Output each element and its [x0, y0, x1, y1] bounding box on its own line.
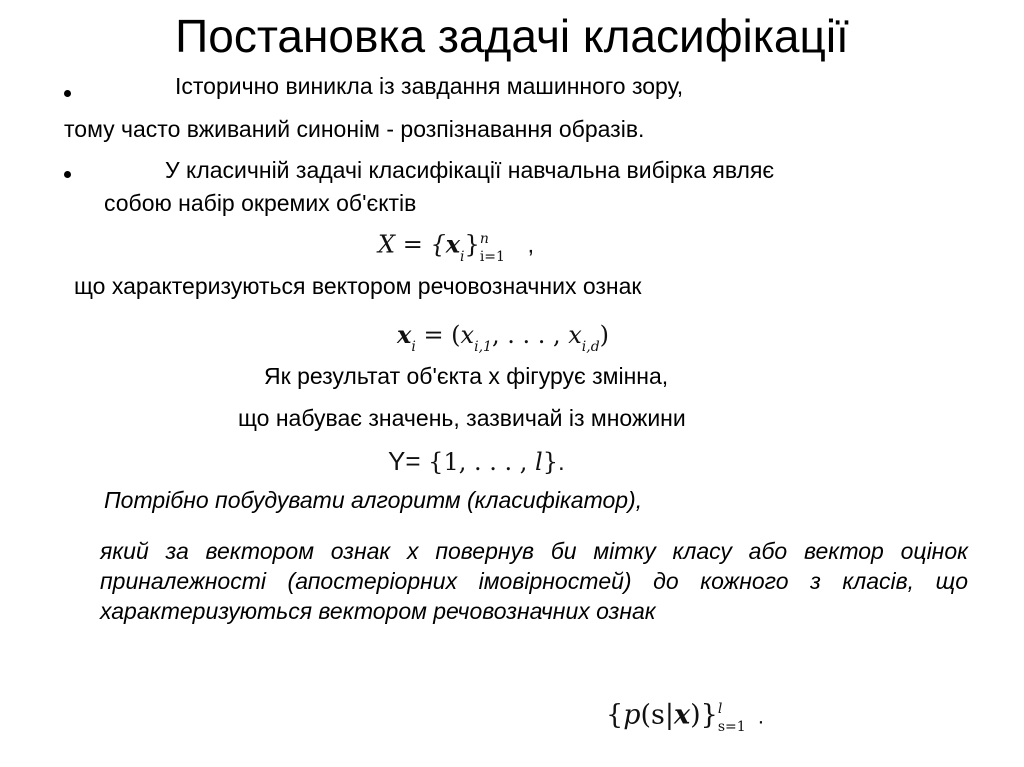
formula1-index: i	[460, 248, 465, 265]
formula3-set: {1, . . . ,	[428, 448, 535, 476]
formula4-close-paren: )	[690, 699, 701, 731]
formula2-eq: = (	[423, 321, 461, 349]
bullet-dot-2	[64, 171, 71, 178]
formula4-limits	[718, 698, 758, 734]
formula-feature-vector	[397, 320, 609, 354]
formula4-args: (s|	[640, 699, 674, 731]
formula3-l: l	[535, 448, 543, 476]
formula3-lhs: Y=	[388, 446, 421, 476]
formula4-dot: .	[757, 703, 764, 729]
formula1-comma: ,	[527, 231, 535, 259]
formula4-p: p	[623, 699, 641, 731]
bullet1-line2: тому часто вживаний синонім - розпізнавання образів.	[64, 116, 645, 142]
formula1-lhs: X = {	[378, 230, 446, 259]
formula2-xd-sub: i,d	[581, 339, 600, 355]
formula-posterior	[606, 698, 764, 734]
formula4-upper: l	[717, 701, 723, 717]
formula1-upper: n	[479, 231, 489, 247]
formula2-var: x	[397, 320, 412, 349]
formula2-dots: , . . . ,	[491, 321, 569, 349]
formula1-close: }	[464, 230, 480, 259]
bullet2-line1: У класичній задачі класифікації навчальна вибірка являє	[165, 157, 775, 183]
formula4-lower: s=1	[717, 719, 746, 735]
formula4-open: {	[606, 699, 624, 731]
bullet2-line2: собою набір окремих об'єктів	[104, 190, 417, 216]
formula4-close: }	[700, 699, 718, 731]
result-text-1: Як результат об'єкта x фігурує змінна,	[264, 363, 669, 389]
italic-line-1: Потрібно побудувати алгоритм (класифікатор),	[104, 487, 643, 513]
formula2-index: i	[411, 339, 416, 355]
bullet1-line1: Історично виникла із завдання машинного зору,	[175, 73, 684, 99]
formula2-close: )	[599, 321, 610, 349]
slide-title: Постановка задачі класифікації	[175, 10, 849, 62]
formula2-xd: x	[568, 321, 582, 349]
features-text: що характеризуються вектором речовозначних ознак	[74, 273, 642, 299]
formula1-var: x	[445, 229, 461, 259]
formula1-lower: i=1	[479, 249, 505, 265]
formula1-limits	[480, 228, 520, 264]
result-text-2: що набуває значень, зазвичай із множини	[238, 405, 686, 431]
formula4-x: x	[673, 699, 691, 731]
italic-paragraph: який за вектором ознак x повернув би мітку класу або вектор оцінок приналежності (апостеріорних імовірностей) до кожного з класів, що характеризуються вектором речовозначних ознак	[100, 538, 968, 624]
formula3-close: }	[542, 448, 558, 476]
formula2-x1: x	[460, 321, 475, 349]
formula2-x1-sub: i,1	[474, 339, 492, 355]
formula-training-set	[378, 228, 534, 264]
formula-label-set	[388, 446, 565, 478]
bullet-dot-1	[64, 90, 71, 97]
formula3-dot: .	[557, 449, 565, 476]
